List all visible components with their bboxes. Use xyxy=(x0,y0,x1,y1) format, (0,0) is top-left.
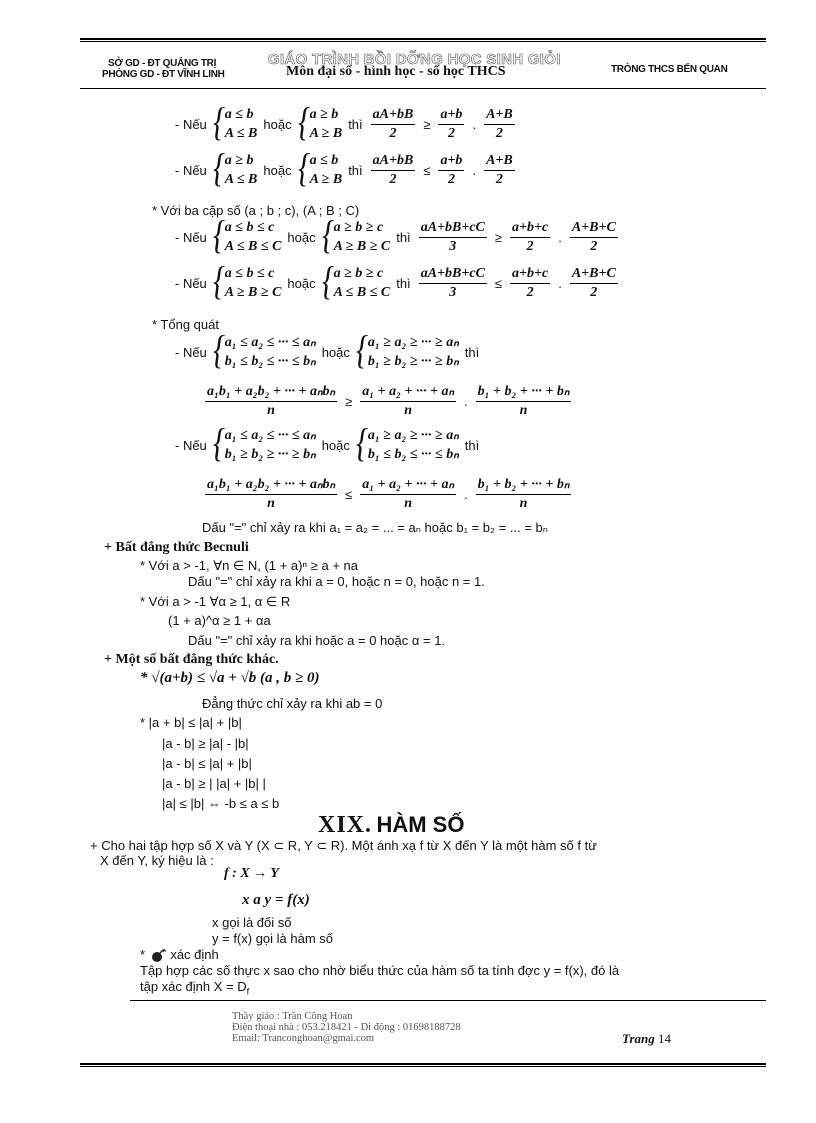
thi-label: thì xyxy=(464,437,480,453)
thi-label: thì xyxy=(348,162,363,178)
three-pair-case-2: - Nếu { a ≤ b ≤ c A ≥ B ≥ C hoặc { a ≥ b ≥ c A ≤ B ≤ C thì $\frac{aA+bB+cC}{3}$ ≤ $\frac{a+b+c}{2}$ . $\frac{A+B+C}{2}$ xyxy=(175,264,620,302)
abs-inequality-3: |a - b| ≤ |a| + |b| xyxy=(162,756,252,771)
header-bottom-rule xyxy=(80,88,766,89)
neu-label: - Nếu xyxy=(175,229,207,245)
footer-bottom-rule-thin xyxy=(80,1066,766,1067)
three-pairs-heading: * Với ba cặp số (a ; b ; c), (A ; B ; C) xyxy=(152,203,360,218)
page-label: Trang xyxy=(622,1031,655,1046)
hoac-label: hoặc xyxy=(321,437,350,453)
thi-label: thì xyxy=(396,229,411,245)
mapping-line-2: x a y = f(x) xyxy=(242,892,310,908)
mapping-line-1: f : X → Y xyxy=(224,866,279,881)
bernoulli-heading: + Bất đẳng thức Becnuli xyxy=(104,540,249,555)
other-heading: + Một số bất đẳng thức khác. xyxy=(104,652,279,667)
abs-inequality-2: |a - b| ≥ |a| - |b| xyxy=(162,736,249,751)
header-center-subtitle: Môn đại số - hình học - số học THCS xyxy=(286,64,506,79)
footer-phone: Điện thoại nhà : 053.218421 - Di động : 01698188728 xyxy=(232,1022,461,1033)
hoac-label: hoặc xyxy=(263,116,292,132)
argument-definition: x gọi là đối số xyxy=(212,915,292,930)
abs-inequality-1: * |a + b| ≤ |a| + |b| xyxy=(140,715,242,730)
header-school: TRÒNG THCS BẾN QUAN xyxy=(611,64,728,75)
footer-email: Email: Tranconghoan@gmai.com xyxy=(232,1033,375,1044)
bernoulli-case-2-inequality: (1 + a)^α ≥ 1 + αa xyxy=(168,613,271,628)
bernoulli-case-1: * Với a > -1, ∀n ∈ N, (1 + a)ⁿ ≥ a + na xyxy=(140,558,359,573)
neu-label: - Nếu xyxy=(175,162,207,178)
hoac-label: hoặc xyxy=(287,275,316,291)
hoac-label: hoặc xyxy=(263,162,292,178)
hoac-label: hoặc xyxy=(287,229,316,245)
function-definition: y = f(x) gọi là hàm số xyxy=(212,931,334,946)
neu-label: - Nếu xyxy=(175,344,207,360)
general-case-2-condition: - Nếu { a₁ ≤ a₂ ≤ ··· ≤ aₙ b₁ ≥ b₂ ≥ ··· ≥ bₙ hoặc { a₁ ≥ a₂ ≥ ··· ≥ aₙ b₁ ≤ b₂ ≤ ··· ≤ bₙ thì xyxy=(175,426,479,464)
section-number: XIX. xyxy=(318,812,373,838)
thi-label: thì xyxy=(464,344,480,360)
neu-label: - Nếu xyxy=(175,437,207,453)
bernoulli-case-2-equality: Dấu "=" chỉ xảy ra khi hoặc a = 0 hoặc α = 1. xyxy=(188,633,446,648)
thi-label: thì xyxy=(348,116,363,132)
header-center-title: GIÁO TRÌNH BỒI DỠNG HỌC SINH GIỎI xyxy=(268,51,561,68)
general-heading: * Tổng quát xyxy=(152,317,219,332)
domain-heading: * xác định xyxy=(140,947,219,962)
abs-inequality-5: |a| ≤ |b| ⇔ -b ≤ a ≤ b xyxy=(162,796,280,811)
abs-inequality-4: |a - b| ≥ | |a| + |b| | xyxy=(162,776,266,791)
domain-line-1: Tập hợp các số thực x sao cho nhờ biểu thức của hàm số ta tính đợc y = f(x), đó là xyxy=(140,963,620,978)
thi-label: thì xyxy=(396,275,411,291)
header-top-rule xyxy=(80,38,766,40)
chebyshev-equality: Dấu "=" chỉ xảy ra khi a₁ = a₂ = ... = aₙ hoặc b₁ = b₂ = ... = bₙ xyxy=(202,520,548,535)
footer-teacher: Thầy giáo : Trần Công Hoan xyxy=(232,1011,353,1022)
neu-label: - Nếu xyxy=(175,275,207,291)
footer-page xyxy=(622,1031,671,1047)
page-number: 14 xyxy=(658,1031,671,1046)
domain-heading-text: xác định xyxy=(170,947,219,962)
neu-label: - Nếu xyxy=(175,116,207,132)
header-left-line1: SỞ GD - ĐT QUẢNG TRỊ xyxy=(108,58,217,69)
section-title xyxy=(318,812,464,839)
section-intro-line2: X đến Y, ký hiệu là : xyxy=(100,853,214,868)
sqrt-equality: Đẳng thức chỉ xảy ra khi ab = 0 xyxy=(202,696,383,711)
section-intro-line1: + Cho hai tập hợp số X và Y (X ⊂ R, Y ⊂ R). Một ánh xạ f từ X đến Y là một hàm số f từ xyxy=(90,838,597,853)
footer-bottom-rule xyxy=(80,1063,766,1065)
domain-line-2-text: tập xác định X = D xyxy=(140,979,247,994)
domain-line-2: tập xác định $X = D_f$ xyxy=(140,979,250,997)
bernoulli-case-2: * Với a > -1 ∀α ≥ 1, α ∈ R xyxy=(140,594,291,609)
section-name: HÀM SỐ xyxy=(376,812,465,837)
header-left-line2: PHÒNG GD - ĐT VĨNH LINH xyxy=(102,69,225,80)
general-case-1-condition: - Nếu { a₁ ≤ a₂ ≤ ··· ≤ aₙ b₁ ≤ b₂ ≤ ··· ≤ bₙ hoặc { a₁ ≥ a₂ ≥ ··· ≥ aₙ b₁ ≥ b₂ ≥ ··· ≥ bₙ thì xyxy=(175,333,479,371)
footer-top-rule xyxy=(130,1000,766,1001)
header-top-rule-thin xyxy=(80,41,766,42)
bomb-icon xyxy=(149,949,167,963)
two-pair-case-1: - Nếu { a ≤ b A ≤ B hoặc { a ≥ b A ≥ B thì $\frac{aA+bB}{2}$ ≥ $\frac{a+b}{2}$ . $\frac{A+B}{2}$ xyxy=(175,105,517,143)
two-pair-case-2: - Nếu { a ≥ b A ≤ B hoặc { a ≤ b A ≥ B thì $\frac{aA+bB}{2}$ ≤ $\frac{a+b}{2}$ . $\frac{A+B}{2}$ xyxy=(175,151,517,189)
three-pair-case-1: - Nếu { a ≤ b ≤ c A ≤ B ≤ C hoặc { a ≥ b ≥ c A ≥ B ≥ C thì $\frac{aA+bB+cC}{3}$ ≥ $\frac{a+b+c}{2}$ . $\frac{A+B+C}{2}$ xyxy=(175,218,620,256)
sqrt-inequality: * √(a+b) ≤ √a + √b (a , b ≥ 0) xyxy=(140,670,320,686)
bernoulli-case-1-equality: Dấu "=" chỉ xảy ra khi a = 0, hoặc n = 0, hoặc n = 1. xyxy=(188,574,485,589)
general-case-2-inequality: $\frac{\text{a₁b₁ + a₂b₂ + ··· + aₙbₙ}}{n}$ ≤ $\frac{\text{a₁ + a₂ + ··· + aₙ}}{n}$ . $\frac{\text{b₁ + b₂ + ··· + bₙ}}{n}$ xyxy=(207,477,570,511)
general-case-1-inequality: $\frac{\text{a₁b₁ + a₂b₂ + ··· + aₙbₙ}}{n}$ ≥ $\frac{\text{a₁ + a₂ + ··· + aₙ}}{n}$ . $\frac{\text{b₁ + b₂ + ··· + bₙ}}{n}$ xyxy=(207,384,570,418)
hoac-label: hoặc xyxy=(321,344,350,360)
